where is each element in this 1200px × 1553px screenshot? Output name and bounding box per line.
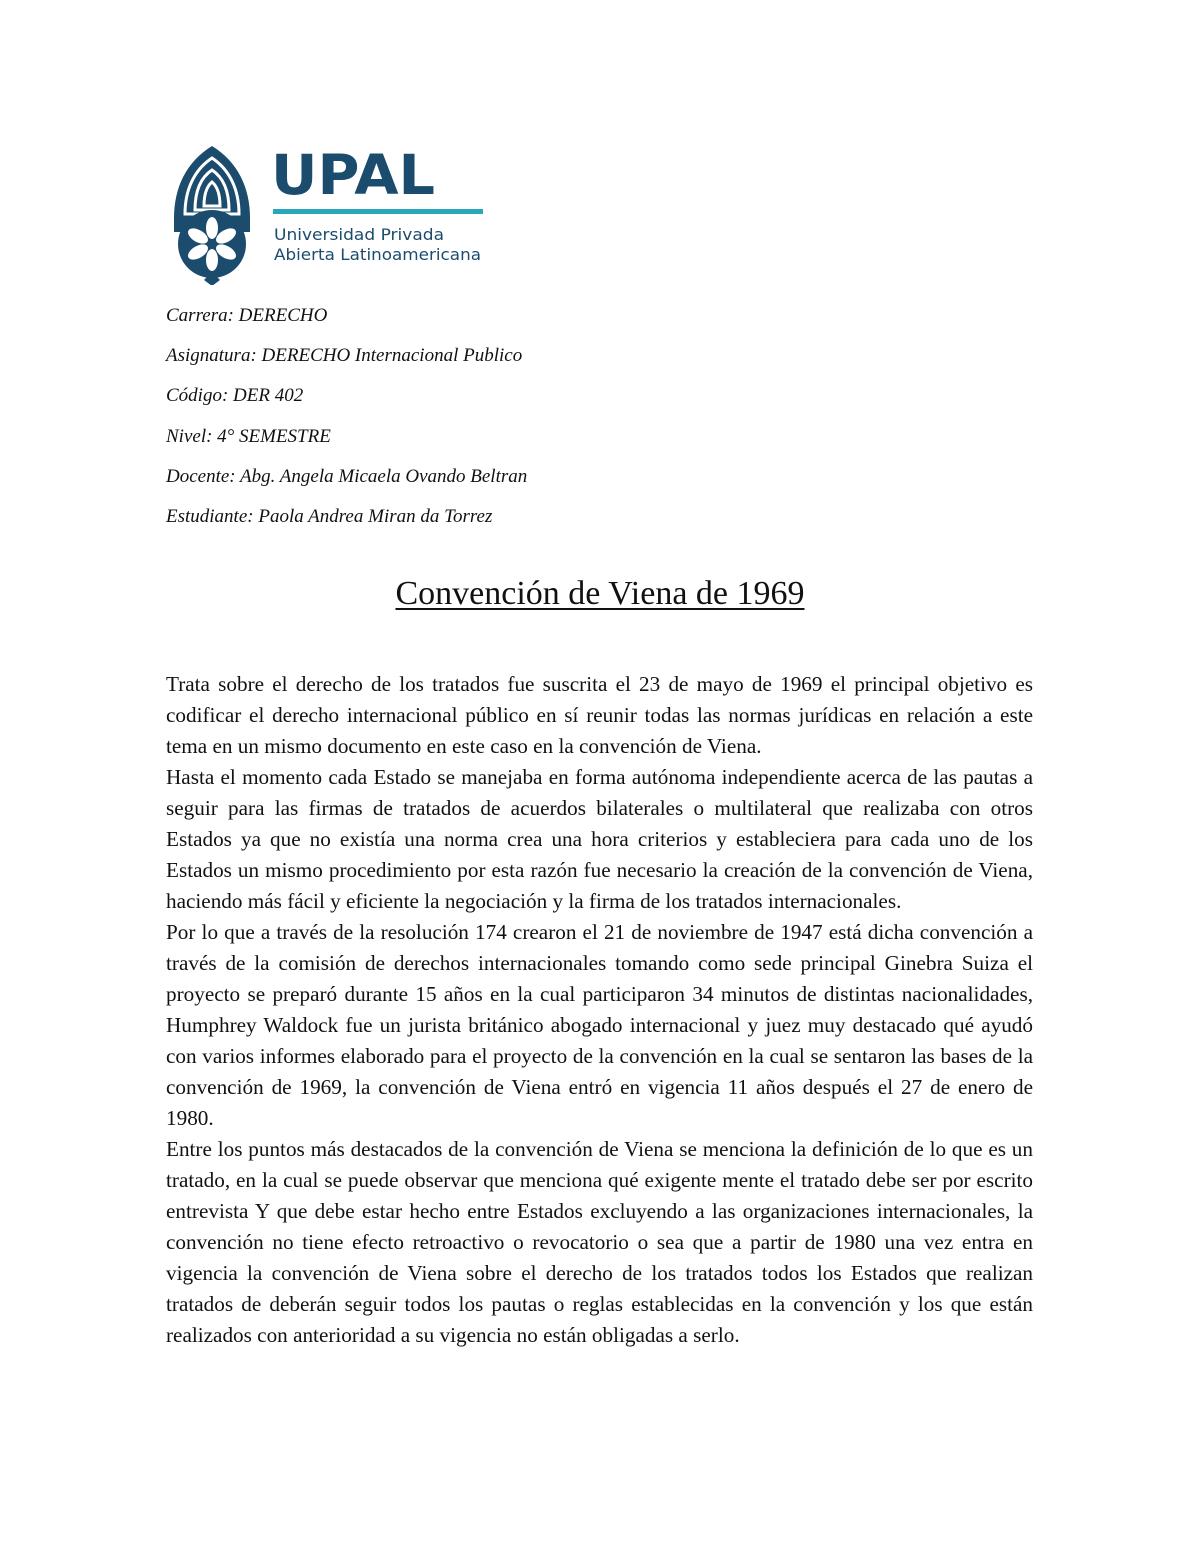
upal-emblem-icon [174,146,250,285]
document-body [166,669,1033,1351]
career-line: Carrera: DERECHO [166,305,328,326]
teacher-line: Docente: Abg. Angela Micaela Ovando Beltran [166,465,528,487]
upal-logo [170,140,490,285]
logo-line1: Universidad Privada [274,225,444,244]
subject-line: Asignatura: DERECHO Internacional Publico [166,345,523,367]
paragraph-1: Trata sobre el derecho de los tratados fue suscrita el 23 de mayo de 1969 el principal objetivo es codificar el derecho internacional público en sí reunir todas las normas jurídicas en relación a este tema en un mismo documento en este caso en la convención de Viena. [166,672,1033,758]
logo-line2: Abierta Latinoamericana [274,245,481,264]
logo-brand: UPAL [271,143,435,207]
student-line: Estudiante: Paola Andrea Miran da Torrez [166,505,493,527]
paragraph-2: Hasta el momento cada Estado se manejaba en forma autónoma independiente acerca de las pautas a seguir para las firmas de tratados de acuerdos bilaterales o multilateral que realizaba con otros Estados ya que no existía una norma crea una hora criterios y estableciera para cada uno de los Estados un mismo procedimiento por esta razón fue necesario la creación de la convención de Viena, haciendo más fácil y eficiente la negociación y la firma de los tratados internacionales. [166,765,1033,913]
code-line: Código: DER 402 [166,385,304,407]
paragraph-4: Entre los puntos más destacados de la convención de Viena se menciona la definición de lo que es un tratado, en la cual se puede observar que menciona qué exigente mente el tratado debe ser por escrito entrevista Y que debe estar hecho entre Estados excluyendo a las organizaciones internacionales, la convención no tiene efecto retroactivo o revocatorio o sea que a partir de 1980 una vez entra en vigencia la convención de Viena sobre el derecho de los tratados todos los Estados que realizan tratados de deberán seguir todos los pautas o reglas establecidas en la convención y los que están realizados con anterioridad a su vigencia no están obligadas a serlo. [166,1137,1033,1347]
document-title [0,575,1200,613]
logo-divider [273,209,483,214]
paragraph-3: Por lo que a través de la resolución 174 crearon el 21 de noviembre de 1947 está dicha convención a través de la comisión de derechos internacionales tomando como sede principal Ginebra Suiza el proyecto se preparó durante 15 años en la cual participaron 34 minutos de distintas nacionalidades, Humphrey Waldock fue un jurista británico abogado internacional y juez muy destacado qué ayudó con varios informes elaborado para el proyecto de la convención en la cual se sentaron las bases de la convención de 1969, la convención de Viena entró en vigencia 11 años después el 27 de enero de 1980. [166,920,1033,1130]
document-title-text: Convención de Viena de 1969 [395,575,805,612]
course-info [166,300,766,541]
level-line: Nivel: 4° SEMESTRE [166,425,331,447]
